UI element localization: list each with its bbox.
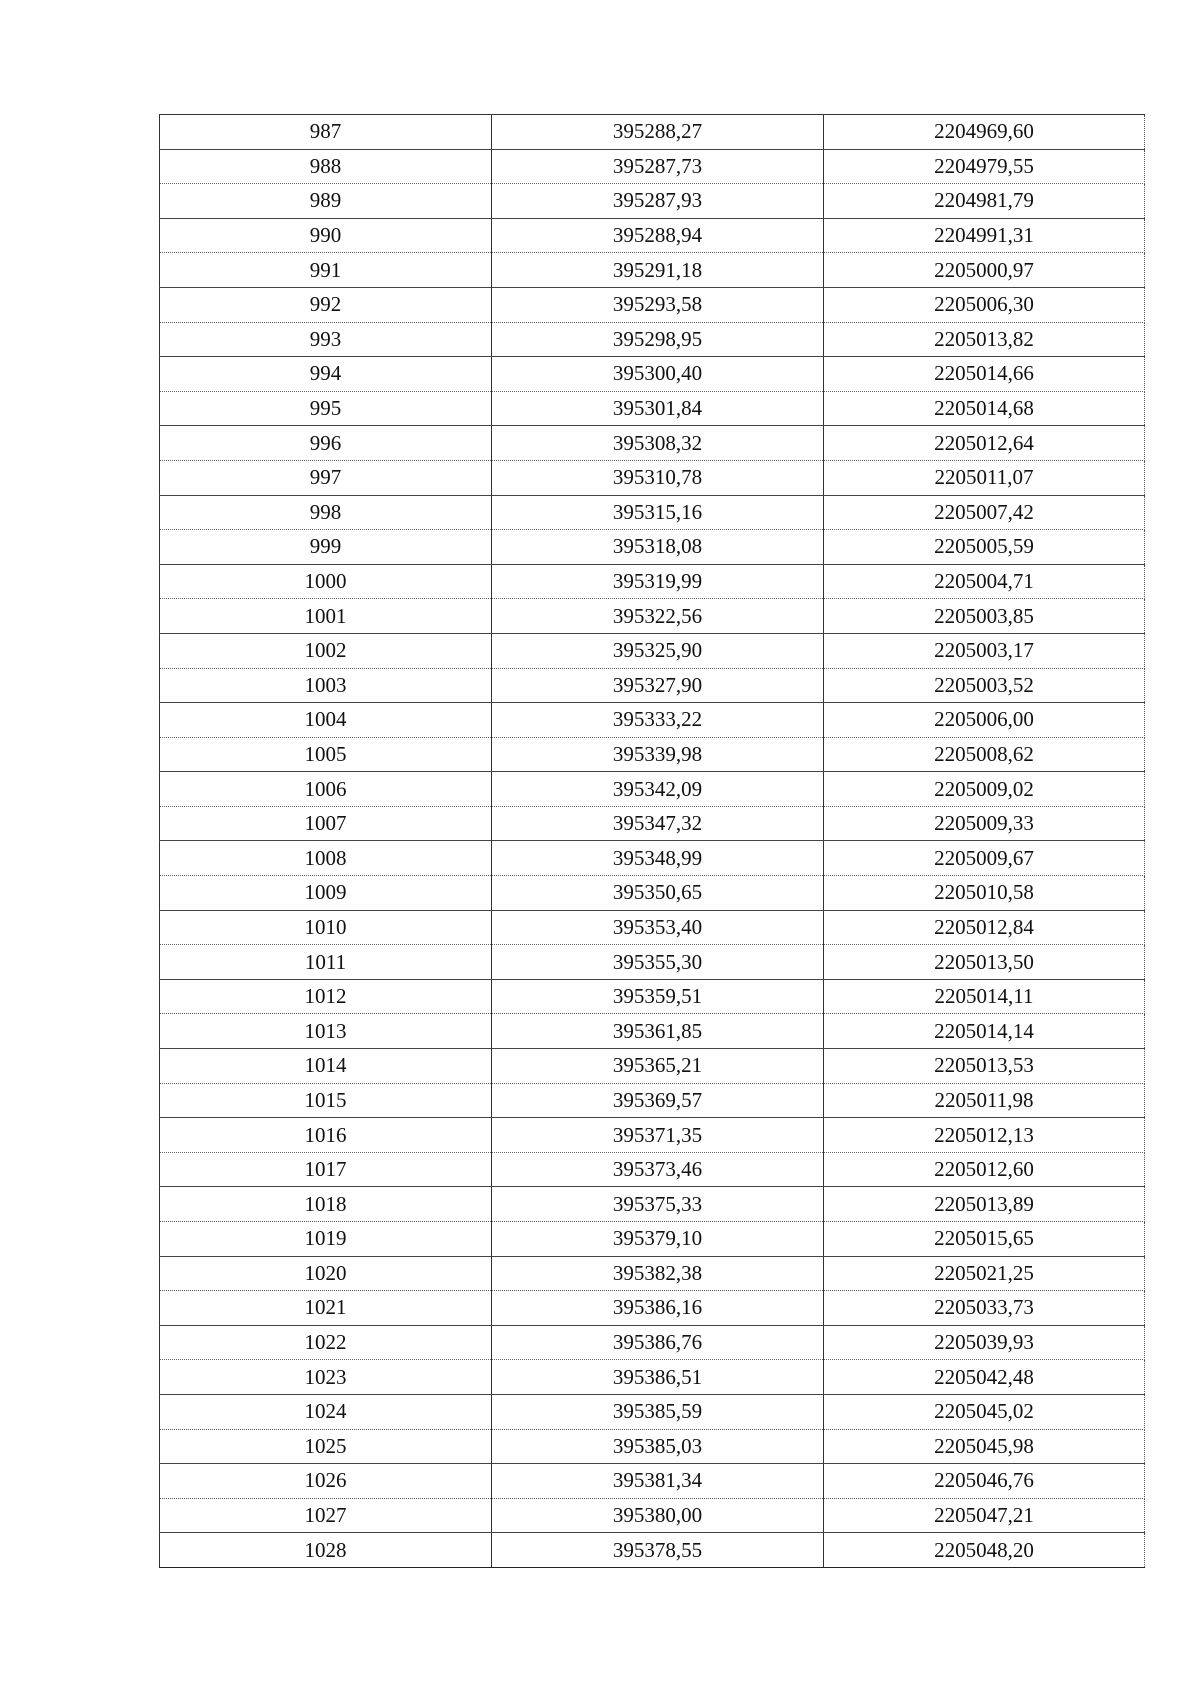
x-coordinate-cell: 395348,99 (492, 841, 824, 876)
point-number-cell: 994 (160, 357, 492, 392)
x-coordinate-cell: 395318,08 (492, 530, 824, 565)
y-coordinate-cell: 2205012,13 (824, 1118, 1145, 1153)
point-number-cell: 1007 (160, 806, 492, 841)
point-number-cell: 1000 (160, 564, 492, 599)
table-row (160, 253, 1145, 288)
x-coordinate-cell: 395308,32 (492, 426, 824, 461)
table-row (160, 1325, 1145, 1360)
point-number-cell: 1028 (160, 1533, 492, 1568)
point-number-cell: 1006 (160, 772, 492, 807)
table-row (160, 1049, 1145, 1084)
x-coordinate-cell: 395369,57 (492, 1083, 824, 1118)
x-coordinate-cell: 395379,10 (492, 1222, 824, 1257)
point-number-cell: 1003 (160, 668, 492, 703)
y-coordinate-cell: 2205014,66 (824, 357, 1145, 392)
table-row (160, 530, 1145, 565)
y-coordinate-cell: 2205012,64 (824, 426, 1145, 461)
x-coordinate-cell: 395310,78 (492, 460, 824, 495)
x-coordinate-cell: 395385,59 (492, 1394, 824, 1429)
y-coordinate-cell: 2205012,60 (824, 1152, 1145, 1187)
x-coordinate-cell: 395371,35 (492, 1118, 824, 1153)
x-coordinate-cell: 395327,90 (492, 668, 824, 703)
y-coordinate-cell: 2205045,98 (824, 1429, 1145, 1464)
table-row (160, 184, 1145, 219)
table-row (160, 495, 1145, 530)
x-coordinate-cell: 395361,85 (492, 1014, 824, 1049)
table-row (160, 1152, 1145, 1187)
point-number-cell: 993 (160, 322, 492, 357)
y-coordinate-cell: 2205007,42 (824, 495, 1145, 530)
table-row (160, 876, 1145, 911)
table-row (160, 564, 1145, 599)
point-number-cell: 989 (160, 184, 492, 219)
table-row (160, 149, 1145, 184)
y-coordinate-cell: 2205011,98 (824, 1083, 1145, 1118)
x-coordinate-cell: 395322,56 (492, 599, 824, 634)
y-coordinate-cell: 2204981,79 (824, 184, 1145, 219)
point-number-cell: 988 (160, 149, 492, 184)
point-number-cell: 1002 (160, 633, 492, 668)
point-number-cell: 1017 (160, 1152, 492, 1187)
x-coordinate-cell: 395293,58 (492, 287, 824, 322)
x-coordinate-cell: 395333,22 (492, 703, 824, 738)
x-coordinate-cell: 395288,27 (492, 115, 824, 150)
x-coordinate-cell: 395359,51 (492, 979, 824, 1014)
table-row (160, 426, 1145, 461)
table-row (160, 979, 1145, 1014)
point-number-cell: 1020 (160, 1256, 492, 1291)
table-row (160, 1187, 1145, 1222)
table-row (160, 1256, 1145, 1291)
x-coordinate-cell: 395386,16 (492, 1291, 824, 1326)
table-row (160, 357, 1145, 392)
point-number-cell: 1004 (160, 703, 492, 738)
point-number-cell: 1018 (160, 1187, 492, 1222)
point-number-cell: 1005 (160, 737, 492, 772)
y-coordinate-cell: 2205005,59 (824, 530, 1145, 565)
point-number-cell: 990 (160, 218, 492, 253)
table-row (160, 218, 1145, 253)
coordinates-table-body (160, 115, 1145, 1568)
table-row (160, 841, 1145, 876)
y-coordinate-cell: 2205048,20 (824, 1533, 1145, 1568)
y-coordinate-cell: 2205047,21 (824, 1498, 1145, 1533)
x-coordinate-cell: 395355,30 (492, 945, 824, 980)
y-coordinate-cell: 2205003,52 (824, 668, 1145, 703)
point-number-cell: 1012 (160, 979, 492, 1014)
x-coordinate-cell: 395382,38 (492, 1256, 824, 1291)
table-row (160, 772, 1145, 807)
table-row (160, 115, 1145, 150)
coordinates-table (159, 114, 1145, 1568)
table-row (160, 322, 1145, 357)
x-coordinate-cell: 395300,40 (492, 357, 824, 392)
y-coordinate-cell: 2204991,31 (824, 218, 1145, 253)
point-number-cell: 1009 (160, 876, 492, 911)
x-coordinate-cell: 395375,33 (492, 1187, 824, 1222)
table-row (160, 391, 1145, 426)
table-row (160, 703, 1145, 738)
y-coordinate-cell: 2205013,82 (824, 322, 1145, 357)
table-row (160, 1394, 1145, 1429)
x-coordinate-cell: 395385,03 (492, 1429, 824, 1464)
y-coordinate-cell: 2205003,85 (824, 599, 1145, 634)
point-number-cell: 999 (160, 530, 492, 565)
x-coordinate-cell: 395315,16 (492, 495, 824, 530)
table-row (160, 1014, 1145, 1049)
y-coordinate-cell: 2205006,00 (824, 703, 1145, 738)
point-number-cell: 1014 (160, 1049, 492, 1084)
x-coordinate-cell: 395380,00 (492, 1498, 824, 1533)
table-row (160, 460, 1145, 495)
point-number-cell: 1026 (160, 1464, 492, 1499)
point-number-cell: 1023 (160, 1360, 492, 1395)
x-coordinate-cell: 395378,55 (492, 1533, 824, 1568)
point-number-cell: 1010 (160, 910, 492, 945)
table-row (160, 1464, 1145, 1499)
x-coordinate-cell: 395298,95 (492, 322, 824, 357)
point-number-cell: 1016 (160, 1118, 492, 1153)
y-coordinate-cell: 2205013,53 (824, 1049, 1145, 1084)
y-coordinate-cell: 2205009,02 (824, 772, 1145, 807)
point-number-cell: 1013 (160, 1014, 492, 1049)
y-coordinate-cell: 2204969,60 (824, 115, 1145, 150)
y-coordinate-cell: 2205015,65 (824, 1222, 1145, 1257)
x-coordinate-cell: 395373,46 (492, 1152, 824, 1187)
table-row (160, 1222, 1145, 1257)
point-number-cell: 992 (160, 287, 492, 322)
y-coordinate-cell: 2205009,33 (824, 806, 1145, 841)
y-coordinate-cell: 2205012,84 (824, 910, 1145, 945)
point-number-cell: 1019 (160, 1222, 492, 1257)
point-number-cell: 996 (160, 426, 492, 461)
table-row (160, 1360, 1145, 1395)
table-row (160, 910, 1145, 945)
y-coordinate-cell: 2205039,93 (824, 1325, 1145, 1360)
y-coordinate-cell: 2205011,07 (824, 460, 1145, 495)
y-coordinate-cell: 2205000,97 (824, 253, 1145, 288)
y-coordinate-cell: 2205045,02 (824, 1394, 1145, 1429)
x-coordinate-cell: 395347,32 (492, 806, 824, 841)
x-coordinate-cell: 395288,94 (492, 218, 824, 253)
point-number-cell: 1022 (160, 1325, 492, 1360)
y-coordinate-cell: 2205003,17 (824, 633, 1145, 668)
point-number-cell: 1024 (160, 1394, 492, 1429)
x-coordinate-cell: 395287,93 (492, 184, 824, 219)
point-number-cell: 1015 (160, 1083, 492, 1118)
y-coordinate-cell: 2205013,50 (824, 945, 1145, 980)
x-coordinate-cell: 395339,98 (492, 737, 824, 772)
point-number-cell: 1027 (160, 1498, 492, 1533)
table-row (160, 1533, 1145, 1568)
y-coordinate-cell: 2205013,89 (824, 1187, 1145, 1222)
point-number-cell: 987 (160, 115, 492, 150)
y-coordinate-cell: 2205008,62 (824, 737, 1145, 772)
y-coordinate-cell: 2205021,25 (824, 1256, 1145, 1291)
point-number-cell: 1008 (160, 841, 492, 876)
x-coordinate-cell: 395301,84 (492, 391, 824, 426)
x-coordinate-cell: 395291,18 (492, 253, 824, 288)
x-coordinate-cell: 395386,76 (492, 1325, 824, 1360)
x-coordinate-cell: 395365,21 (492, 1049, 824, 1084)
table-row (160, 945, 1145, 980)
table-row (160, 599, 1145, 634)
point-number-cell: 997 (160, 460, 492, 495)
point-number-cell: 1001 (160, 599, 492, 634)
table-row (160, 1498, 1145, 1533)
y-coordinate-cell: 2205010,58 (824, 876, 1145, 911)
table-row (160, 1118, 1145, 1153)
table-row (160, 737, 1145, 772)
y-coordinate-cell: 2205009,67 (824, 841, 1145, 876)
point-number-cell: 1011 (160, 945, 492, 980)
x-coordinate-cell: 395381,34 (492, 1464, 824, 1499)
y-coordinate-cell: 2205014,68 (824, 391, 1145, 426)
table-row (160, 1429, 1145, 1464)
point-number-cell: 998 (160, 495, 492, 530)
point-number-cell: 991 (160, 253, 492, 288)
y-coordinate-cell: 2204979,55 (824, 149, 1145, 184)
y-coordinate-cell: 2205006,30 (824, 287, 1145, 322)
x-coordinate-cell: 395353,40 (492, 910, 824, 945)
table-row (160, 1291, 1145, 1326)
table-row (160, 668, 1145, 703)
x-coordinate-cell: 395342,09 (492, 772, 824, 807)
y-coordinate-cell: 2205014,11 (824, 979, 1145, 1014)
y-coordinate-cell: 2205042,48 (824, 1360, 1145, 1395)
y-coordinate-cell: 2205033,73 (824, 1291, 1145, 1326)
x-coordinate-cell: 395386,51 (492, 1360, 824, 1395)
x-coordinate-cell: 395350,65 (492, 876, 824, 911)
table-row (160, 1083, 1145, 1118)
y-coordinate-cell: 2205014,14 (824, 1014, 1145, 1049)
table-row (160, 806, 1145, 841)
table-row (160, 287, 1145, 322)
y-coordinate-cell: 2205046,76 (824, 1464, 1145, 1499)
table-row (160, 633, 1145, 668)
x-coordinate-cell: 395287,73 (492, 149, 824, 184)
point-number-cell: 1025 (160, 1429, 492, 1464)
x-coordinate-cell: 395319,99 (492, 564, 824, 599)
point-number-cell: 995 (160, 391, 492, 426)
x-coordinate-cell: 395325,90 (492, 633, 824, 668)
point-number-cell: 1021 (160, 1291, 492, 1326)
y-coordinate-cell: 2205004,71 (824, 564, 1145, 599)
